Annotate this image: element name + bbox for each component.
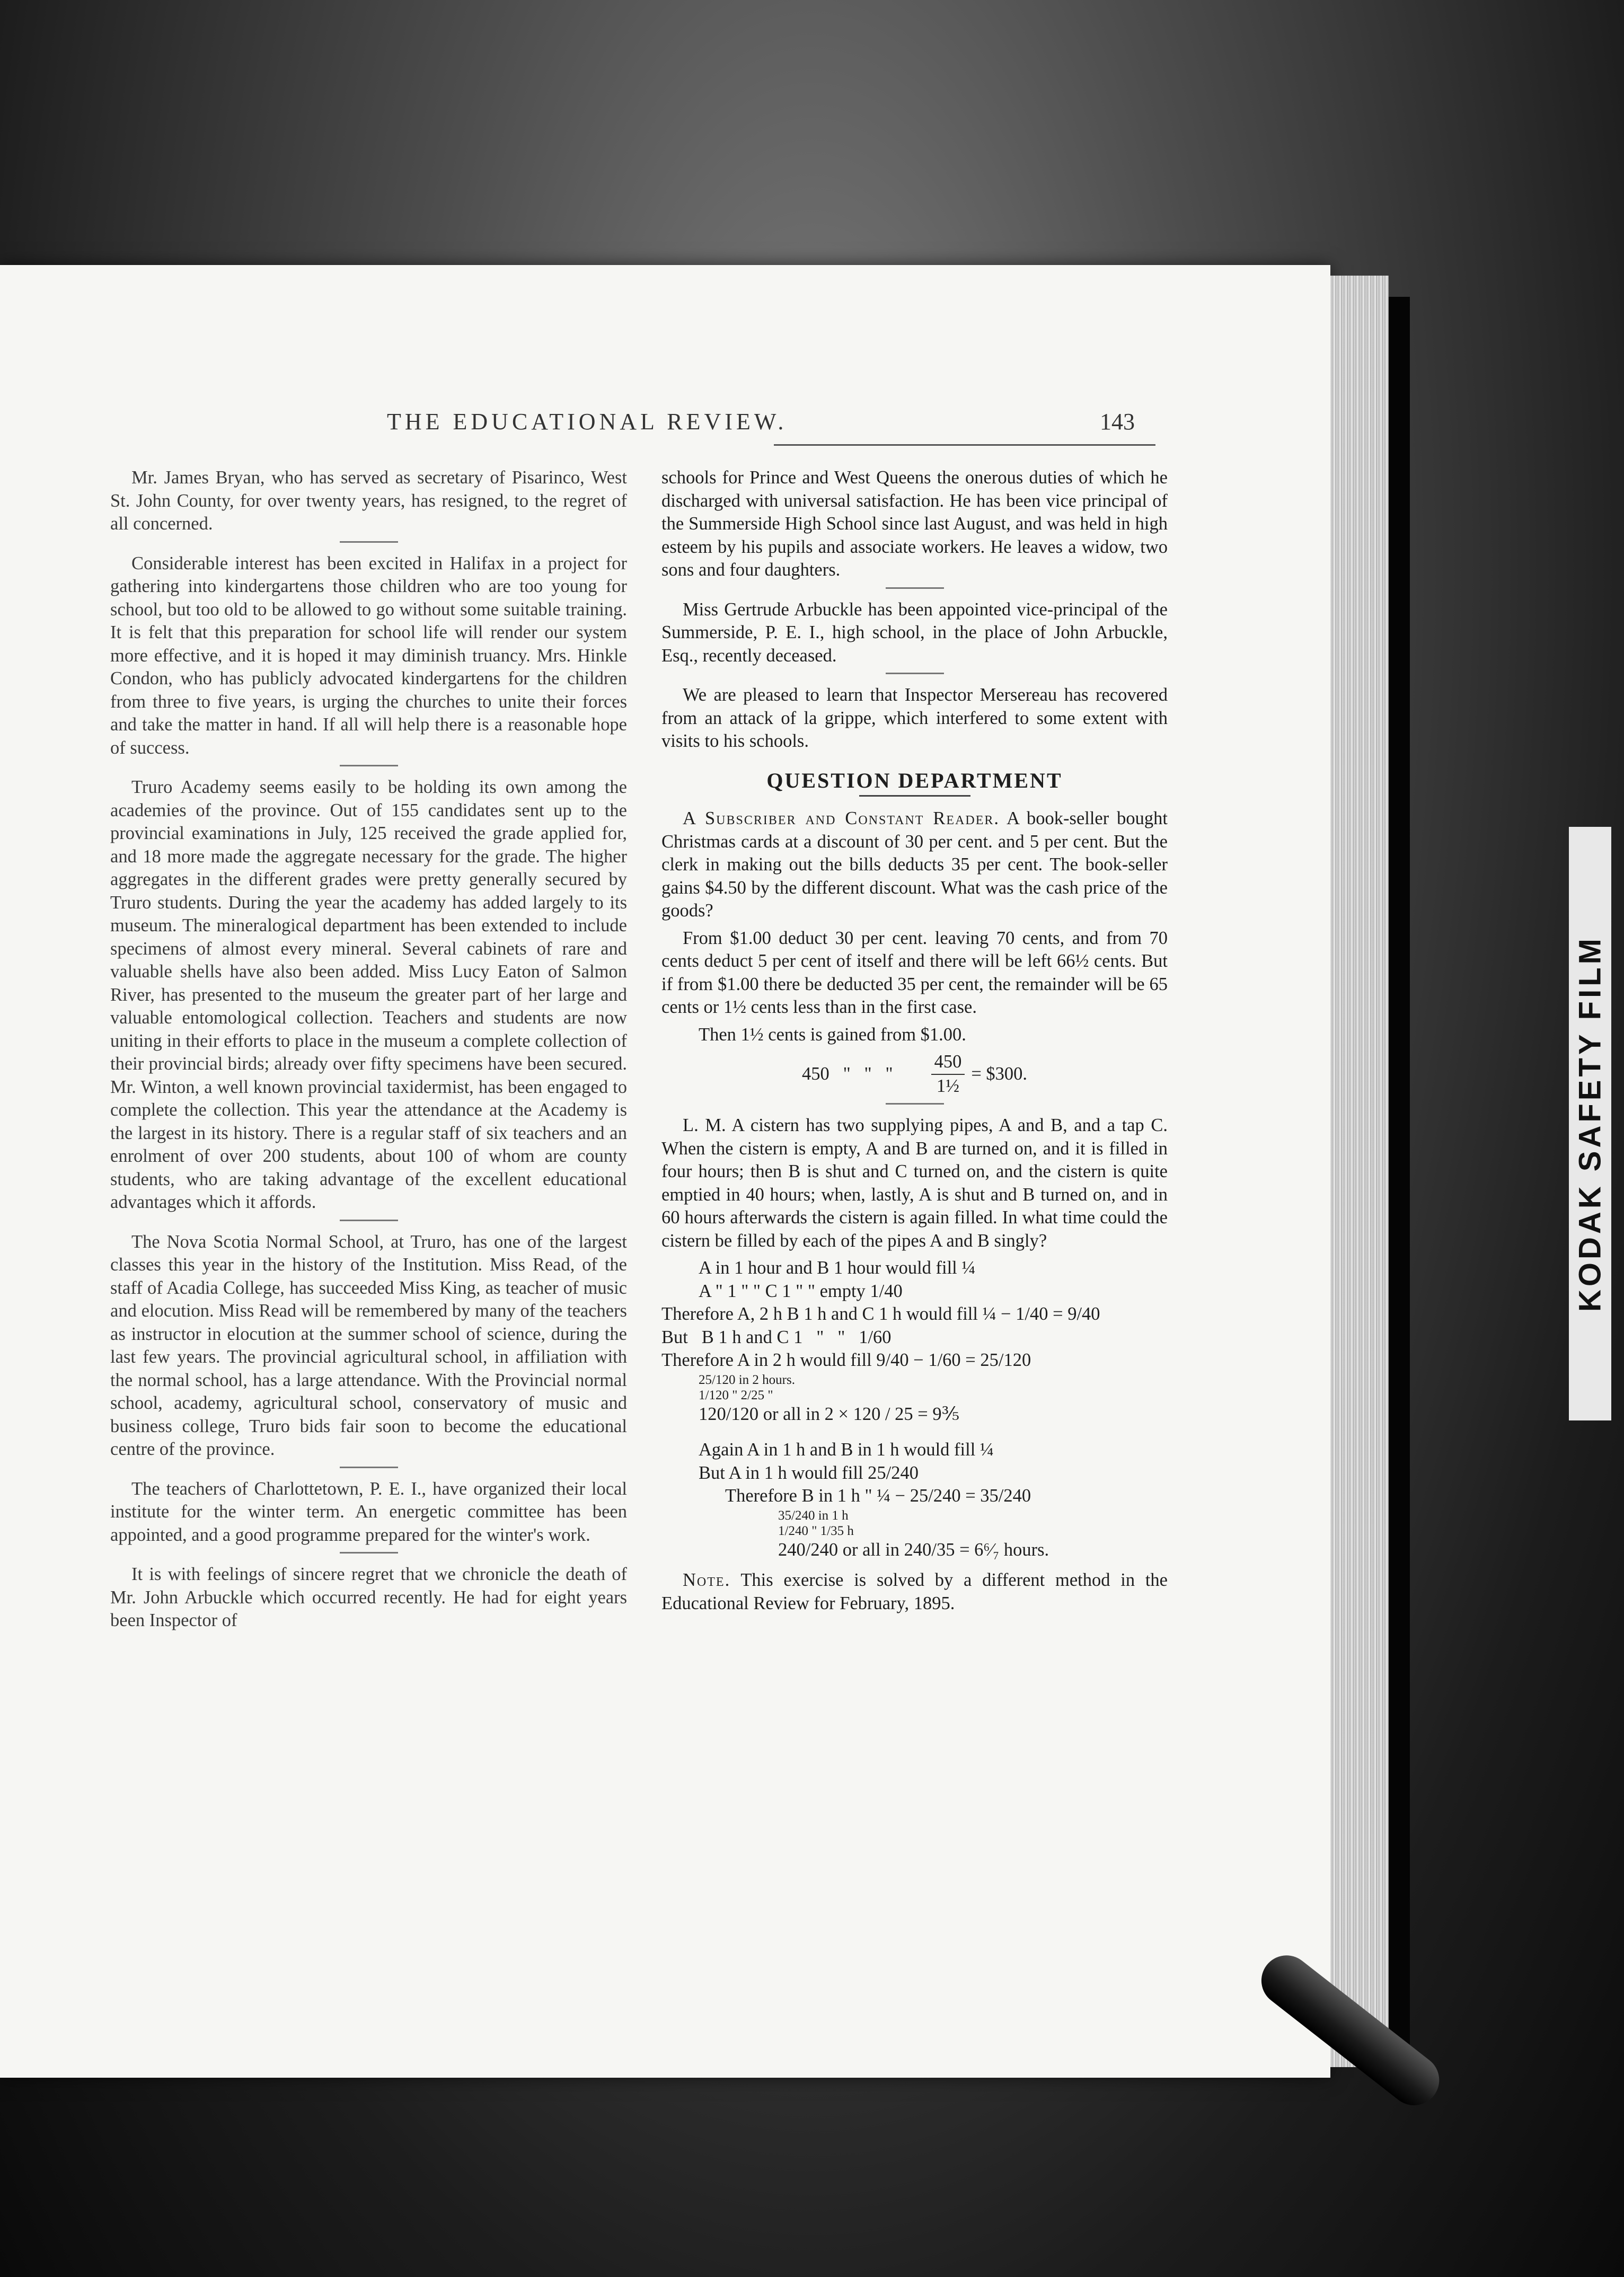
- question-2-lead: L. M.: [683, 1115, 726, 1135]
- calc-numerator: 450: [931, 1051, 965, 1075]
- news-item-bryan: Mr. James Bryan, who has served as secretary of Pisarinco, West St. John County, for over twenty years, has resigned, to the regret of all concerned.: [110, 467, 627, 534]
- separator: [886, 587, 944, 589]
- title-rule: [859, 795, 970, 797]
- working-line: But B 1 h and C 1 " " 1/60: [661, 1327, 892, 1347]
- news-item-arbuckle-death: It is with feelings of sincere regret that we chronicle the death of Mr. John Arbuckle which occurred recently. He had for eight years been Inspector of: [110, 1564, 627, 1630]
- working-line: Again A in 1 h and B in 1 h would fill ¼: [699, 1440, 994, 1460]
- calc-result: = $300.: [971, 1063, 1028, 1084]
- separator: [340, 1552, 398, 1554]
- working-line: Therefore A, 2 h B 1 h and C 1 h would fill ¼ − 1/40 = 9/40: [661, 1304, 1100, 1324]
- spacer: [661, 1426, 1168, 1438]
- news-item-mersereau: We are pleased to learn that Inspector Mersereau has recovered from an attack of la grippe, which interfered to some extent with visits to his schools.: [661, 685, 1168, 751]
- book-binding: [1389, 297, 1410, 2057]
- working-line: But A in 1 h would fill 25/240: [699, 1462, 919, 1483]
- answer-2-working: [661, 1257, 1168, 1561]
- film-edge-text: KODAK SAFETY FILM: [1573, 935, 1608, 1312]
- question-1: [661, 807, 1168, 923]
- working-line: 35/240 in 1 h: [778, 1508, 849, 1523]
- calc-fraction: [931, 1051, 965, 1098]
- note-text: This exercise is solved by a different method in the Educational Review for February, 1895.: [661, 1570, 1168, 1613]
- page-number: 143: [1100, 409, 1135, 435]
- note: [661, 1569, 1168, 1615]
- working-line: 120/120 or all in 2 × 120 / 25 = 9⅗: [699, 1404, 960, 1424]
- page-edges: [1330, 276, 1389, 2067]
- working-line: 25/120 in 2 hours.: [699, 1372, 795, 1387]
- running-head: THE EDUCATIONAL REVIEW.: [387, 409, 788, 435]
- news-item-halifax-kindergarten: Considerable interest has been excited in Halifax in a project for gathering into kindergartens those children who are too young for school, but too old to be allowed to go without some suitable training. It is felt that this preparation for school life will render our system more effective, and it is hoped it may diminish truancy. Mrs. Hinkle Condon, who has publicly advocated kindergartens for the children from three to five years, is urging the churches to unite their forces and take the matter in hand. If all will help there is a reasonable hope of success.: [110, 553, 627, 758]
- separator: [340, 765, 398, 766]
- working-line: Therefore B in 1 h " ¼ − 25/240 = 35/240: [725, 1486, 1031, 1506]
- header-rule: [774, 444, 1155, 446]
- calc-left: 450 " " ": [801, 1063, 893, 1084]
- answer-1: From $1.00 deduct 30 per cent. leaving 70 cents, and from 70 cents deduct 5 per cent of itself and there will be left 66½ cents. But if from $1.00 there be deducted 35 per cent, the remainder will be 65 cents or 1½ cents less than in the first case.: [661, 928, 1168, 1017]
- answer-1-then: Then 1½ cents is gained from $1.00.: [699, 1024, 966, 1045]
- working-line: 1/120 " 2/25 ": [699, 1388, 773, 1402]
- working-line: 1/240 " 1/35 h: [778, 1523, 854, 1538]
- news-item-normal-school: The Nova Scotia Normal School, at Truro, has one of the largest classes this year in the history of the Institution. Miss Read, of the staff of Acadia College, has succeeded Miss King, as teacher of music and elocution. Miss Read will be remembered by many of the teachers as instructor in elocution at the summer school of science, during the last few years. The provincial agricultural school, in affiliation with the normal school, has a large attendance. With the Provincial normal school, academy, agricultural school, conservatory of music and business college, Truro bids fair soon to become the educational centre of the province.: [110, 1231, 627, 1459]
- news-item-truro-academy: Truro Academy seems easily to be holding its own among the academies of the province. Out of 155 candidates sent up to the provincial examinations in July, 125 received the grade applied for, and 18 more made the aggregate necessary for the grade. The higher aggregates in the different grades were pretty generally secured by Truro students. During the year the academy has added largely to its museum. The mineralogical department has been extended to include specimens of almost every mineral. Several cabinets of rare and valuable shells have also been added. Miss Lucy Eaton of Salmon River, has presented to the museum the greater part of her large and valuable entomological collection. Teachers and students are now uniting in their efforts to place in the museum a complete collection of their provincial birds; already over fifty specimens have been secured. Mr. Winton, a well known provincial taxidermist, has been engaged to complete the collection. This year the attendance at the Academy is the largest in its history. There is a regular staff of six teachers and an enrolment of over 200 students, about 100 of whom are county students, who are taking advantage of the excellent educational advantages which it affords.: [110, 777, 627, 1212]
- working-line: 240/240 or all in 240/35 = 6⁶⁄₇ hours.: [778, 1539, 1049, 1560]
- working-line: A " 1 " " C 1 " " empty 1/40: [699, 1281, 903, 1301]
- left-column: [110, 466, 627, 1637]
- working-line: Therefore A in 2 h would fill 9/40 − 1/60 = 25/120: [661, 1350, 1031, 1370]
- separator: [340, 541, 398, 543]
- right-column: [661, 466, 1168, 1619]
- arbuckle-continuation: schools for Prince and West Queens the onerous duties of which he discharged with universal satisfaction. He has been vice principal of the Summerside High School since last August, and was held in high esteem by his pupils and associate workers. He leaves a widow, two sons and four daughters.: [661, 467, 1168, 580]
- question-1-lead: A Subscriber and Constant Reader.: [683, 808, 1000, 828]
- question-2-text: A cistern has two supplying pipes, A and B, and a tap C. When the cistern is empty, A and B are turned on, and it is filled in four hours; then B is shut and C turned on, and the cistern is quite emptied in 40 hours; when, lastly, A is shut and B turned on, and in 60 hours afterwards the cistern is again filled. In what time could the cistern be filled by each of the pipes A and B singly?: [661, 1115, 1168, 1251]
- note-lead: Note.: [683, 1570, 731, 1590]
- working-line: A in 1 hour and B 1 hour would fill ¼: [699, 1258, 976, 1278]
- separator: [340, 1467, 398, 1468]
- question-1-text: A book-seller bought Christmas cards at a discount of 30 per cent. and 5 per cent. But the clerk in making out the bills deducts 35 per cent. The book-seller gains $4.50 by the different discount. What was the cash price of the goods?: [661, 808, 1168, 921]
- separator: [886, 1103, 944, 1105]
- news-item-charlottetown: The teachers of Charlottetown, P. E. I., have organized their local institute for the winter term. An energetic committee has been appointed, and a good programme prepared for the winter's work.: [110, 1478, 627, 1545]
- question-department-title: QUESTION DEPARTMENT: [766, 768, 1063, 792]
- separator: [886, 673, 944, 674]
- calc-denominator: 1½: [936, 1075, 960, 1096]
- question-2: [661, 1114, 1168, 1252]
- separator: [340, 1220, 398, 1221]
- answer-1-calculation: [661, 1051, 1168, 1098]
- news-item-gertrude-arbuckle: Miss Gertrude Arbuckle has been appointed vice-principal of the Summerside, P. E. I., high school, in the place of John Arbuckle, Esq., recently deceased.: [661, 599, 1168, 666]
- film-edge-label: [1569, 827, 1611, 1420]
